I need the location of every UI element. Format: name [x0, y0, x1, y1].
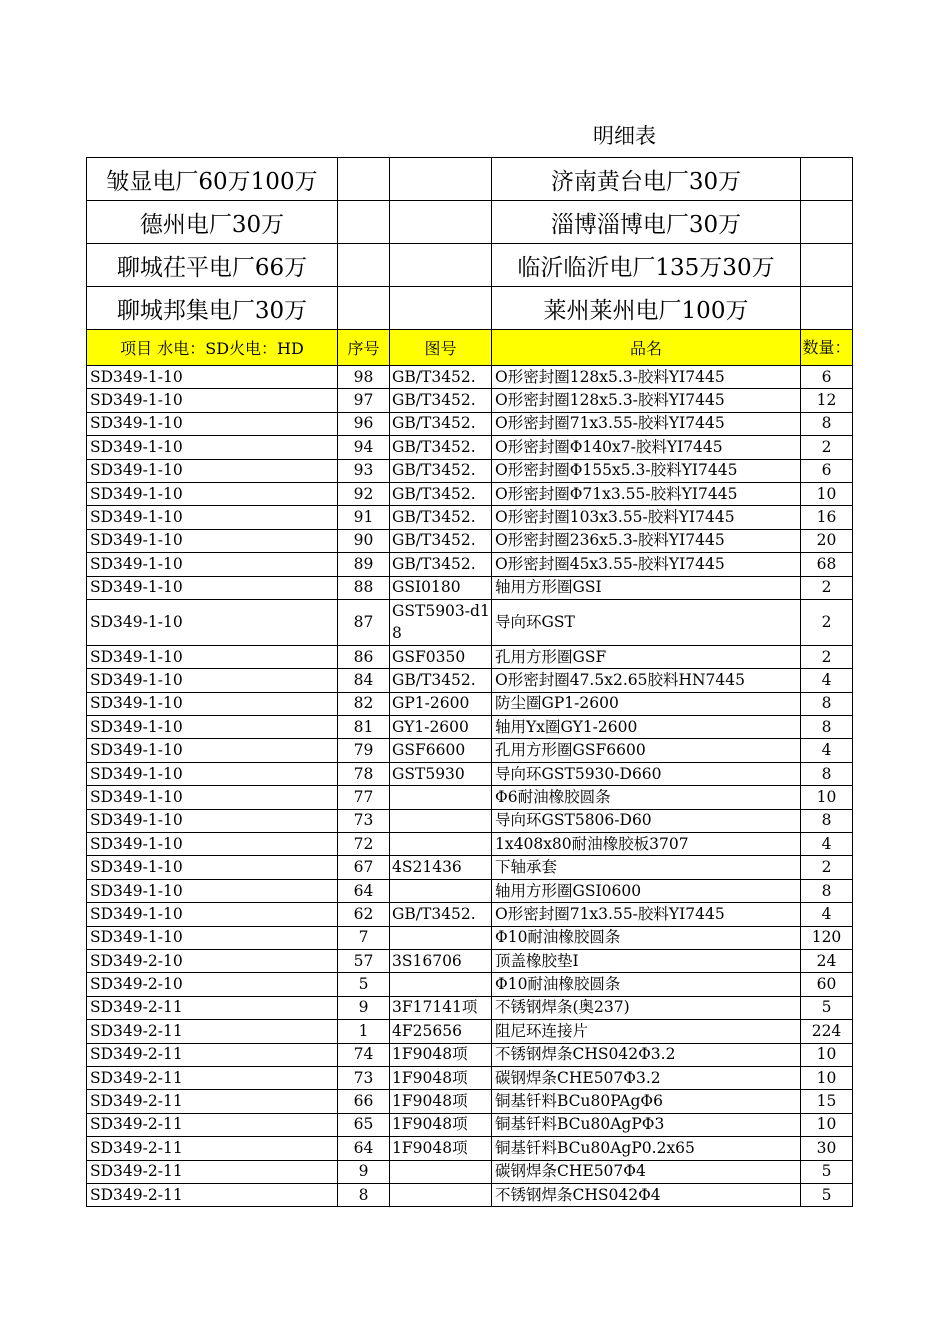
cell-project[interactable]: SD349-2-11 [87, 1066, 338, 1089]
cell-project[interactable]: SD349-2-11 [87, 1160, 338, 1183]
cell-name[interactable]: Φ10耐油橡胶圆条 [492, 973, 801, 996]
cell-seq[interactable]: 5 [338, 973, 390, 996]
cell-project[interactable]: SD349-1-10 [87, 762, 338, 785]
cell-qty[interactable]: 4 [801, 833, 853, 856]
cell-name[interactable]: 孔用方形圈GSF6600 [492, 739, 801, 762]
cell-qty[interactable]: 224 [801, 1020, 853, 1043]
cell-seq[interactable]: 91 [338, 506, 390, 529]
cell-drawing[interactable]: GB/T3452. [390, 459, 492, 482]
cell-project[interactable]: SD349-1-10 [87, 645, 338, 668]
cell-qty[interactable]: 10 [801, 1066, 853, 1089]
table-row [87, 716, 853, 739]
cell-seq[interactable]: 77 [338, 786, 390, 809]
cell-seq[interactable]: 82 [338, 692, 390, 715]
cell-drawing[interactable]: 3S16706 [390, 949, 492, 972]
table-row [87, 786, 853, 809]
cell-qty[interactable]: 10 [801, 1043, 853, 1066]
cell-qty[interactable]: 8 [801, 692, 853, 715]
column-header-row [87, 330, 853, 366]
empty-cell[interactable] [801, 244, 853, 287]
header-drawing[interactable]: 图号 [390, 330, 492, 366]
cell-project[interactable]: SD349-1-10 [87, 412, 338, 435]
empty-cell[interactable] [338, 244, 390, 287]
cell-project[interactable]: SD349-1-10 [87, 716, 338, 739]
cell-qty[interactable]: 2 [801, 576, 853, 599]
cell-name[interactable]: 1x408x80耐油橡胶板3707 [492, 833, 801, 856]
table-row [87, 506, 853, 529]
table-row [87, 1020, 853, 1043]
table-row [87, 1090, 853, 1113]
cell-seq[interactable]: 73 [338, 809, 390, 832]
cell-name[interactable]: 导向环GST [492, 599, 801, 645]
table-row [87, 1066, 853, 1089]
cell-qty[interactable]: 68 [801, 553, 853, 576]
cell-qty[interactable]: 2 [801, 856, 853, 879]
table-row [87, 926, 853, 949]
cell-qty[interactable]: 4 [801, 903, 853, 926]
table-row [87, 973, 853, 996]
cell-seq[interactable]: 93 [338, 459, 390, 482]
plant-name-cell[interactable]: 皱显电厂60万100万 [87, 158, 338, 201]
page-title: 明细表 [593, 124, 656, 148]
empty-cell[interactable] [338, 201, 390, 244]
cell-drawing[interactable]: 4S21436 [390, 856, 492, 879]
cell-name[interactable]: O形密封圈Φ155x5.3-胶料YI7445 [492, 459, 801, 482]
cell-project[interactable]: SD349-1-10 [87, 506, 338, 529]
cell-name[interactable]: Φ10耐油橡胶圆条 [492, 926, 801, 949]
cell-name[interactable]: 导向环GST5806-D60 [492, 809, 801, 832]
cell-project[interactable]: SD349-1-10 [87, 739, 338, 762]
cell-drawing[interactable]: GB/T3452. [390, 412, 492, 435]
cell-qty[interactable]: 8 [801, 809, 853, 832]
cell-qty[interactable]: 16 [801, 506, 853, 529]
cell-seq[interactable]: 81 [338, 716, 390, 739]
table-row [87, 436, 853, 459]
cell-seq[interactable]: 98 [338, 366, 390, 389]
cell-qty[interactable]: 6 [801, 366, 853, 389]
cell-seq[interactable]: 89 [338, 553, 390, 576]
cell-name[interactable]: 轴用方形圈GSI0600 [492, 879, 801, 902]
cell-project[interactable]: SD349-1-10 [87, 599, 338, 645]
table-row [87, 833, 853, 856]
cell-drawing[interactable] [390, 879, 492, 902]
cell-name[interactable]: O形密封圈Φ71x3.55-胶料YI7445 [492, 482, 801, 505]
table-row [87, 482, 853, 505]
cell-seq[interactable]: 73 [338, 1066, 390, 1089]
cell-qty[interactable]: 2 [801, 599, 853, 645]
cell-drawing[interactable]: 1F9048项 [390, 1043, 492, 1066]
cell-drawing[interactable]: 3F17141项 [390, 996, 492, 1019]
cell-name[interactable]: 碳钢焊条CHE507Φ3.2 [492, 1066, 801, 1089]
table-row [87, 1043, 853, 1066]
cell-drawing[interactable]: GSF6600 [390, 739, 492, 762]
cell-project[interactable]: SD349-1-10 [87, 366, 338, 389]
cell-project[interactable]: SD349-1-10 [87, 926, 338, 949]
cell-project[interactable]: SD349-1-10 [87, 692, 338, 715]
cell-project[interactable]: SD349-2-10 [87, 949, 338, 972]
cell-project[interactable]: SD349-1-10 [87, 389, 338, 412]
cell-name[interactable]: 阻尼环连接片 [492, 1020, 801, 1043]
cell-qty[interactable]: 8 [801, 879, 853, 902]
cell-seq[interactable]: 88 [338, 576, 390, 599]
table-row [87, 949, 853, 972]
cell-project[interactable]: SD349-1-10 [87, 553, 338, 576]
cell-drawing[interactable]: GB/T3452. [390, 903, 492, 926]
cell-qty[interactable]: 120 [801, 926, 853, 949]
cell-seq[interactable]: 96 [338, 412, 390, 435]
cell-drawing[interactable]: 1F9048项 [390, 1090, 492, 1113]
cell-seq[interactable]: 65 [338, 1113, 390, 1136]
cell-project[interactable]: SD349-2-10 [87, 973, 338, 996]
cell-name[interactable]: 导向环GST5930-D660 [492, 762, 801, 785]
table-row [87, 1113, 853, 1136]
cell-project[interactable]: SD349-2-11 [87, 1090, 338, 1113]
table-row [87, 669, 853, 692]
cell-project[interactable]: SD349-1-10 [87, 856, 338, 879]
cell-name[interactable]: O形密封圈128x5.3-胶料YI7445 [492, 366, 801, 389]
cell-qty[interactable]: 5 [801, 1183, 853, 1206]
cell-drawing[interactable]: GST5903-d18 [390, 599, 492, 645]
cell-seq[interactable]: 86 [338, 645, 390, 668]
cell-qty[interactable]: 6 [801, 459, 853, 482]
cell-drawing[interactable]: GB/T3452. [390, 436, 492, 459]
cell-project[interactable]: SD349-1-10 [87, 576, 338, 599]
header-project[interactable]: 项目 水电：SD火电：HD [87, 330, 338, 366]
cell-name[interactable]: 不锈钢焊条CHS042Φ3.2 [492, 1043, 801, 1066]
cell-qty[interactable]: 60 [801, 973, 853, 996]
empty-cell[interactable] [801, 201, 853, 244]
empty-cell[interactable] [390, 201, 492, 244]
cell-project[interactable]: SD349-1-10 [87, 833, 338, 856]
table-row [87, 529, 853, 552]
plant-name-cell[interactable]: 德州电厂30万 [87, 201, 338, 244]
cell-drawing[interactable]: 1F9048项 [390, 1066, 492, 1089]
cell-drawing[interactable]: GB/T3452. [390, 389, 492, 412]
table-row [87, 599, 853, 645]
table-row [87, 692, 853, 715]
cell-qty[interactable]: 20 [801, 529, 853, 552]
cell-qty[interactable]: 4 [801, 669, 853, 692]
cell-drawing[interactable]: 1F9048项 [390, 1113, 492, 1136]
cell-name[interactable]: 铜基钎料BCu80PAgΦ6 [492, 1090, 801, 1113]
cell-seq[interactable]: 79 [338, 739, 390, 762]
cell-drawing[interactable] [390, 1160, 492, 1183]
cell-qty[interactable]: 15 [801, 1090, 853, 1113]
cell-seq[interactable]: 94 [338, 436, 390, 459]
empty-cell[interactable] [338, 158, 390, 201]
cell-qty[interactable]: 8 [801, 412, 853, 435]
cell-name[interactable]: 顶盖橡胶垫I [492, 949, 801, 972]
detail-table [86, 157, 853, 1207]
table-row [87, 1183, 853, 1206]
cell-drawing[interactable]: GP1-2600 [390, 692, 492, 715]
table-row [87, 1160, 853, 1183]
table-row [87, 459, 853, 482]
cell-name[interactable]: O形密封圈103x3.55-胶料YI7445 [492, 506, 801, 529]
cell-seq[interactable]: 72 [338, 833, 390, 856]
cell-seq[interactable]: 84 [338, 669, 390, 692]
header-seq[interactable]: 序号 [338, 330, 390, 366]
cell-project[interactable]: SD349-2-11 [87, 1113, 338, 1136]
cell-project[interactable]: SD349-1-10 [87, 529, 338, 552]
cell-seq[interactable]: 8 [338, 1183, 390, 1206]
table-row [87, 576, 853, 599]
cell-seq[interactable]: 9 [338, 996, 390, 1019]
cell-qty[interactable]: 5 [801, 996, 853, 1019]
table-row [87, 739, 853, 762]
table-row [87, 412, 853, 435]
cell-drawing[interactable]: GB/T3452. [390, 669, 492, 692]
cell-name[interactable]: 铜基钎料BCu80AgPΦ3 [492, 1113, 801, 1136]
plant-row [87, 201, 853, 244]
empty-cell[interactable] [801, 158, 853, 201]
table-row [87, 856, 853, 879]
cell-qty[interactable]: 30 [801, 1137, 853, 1160]
cell-qty[interactable]: 12 [801, 389, 853, 412]
empty-cell[interactable] [390, 158, 492, 201]
cell-name[interactable]: 不锈钢焊条(奥237) [492, 996, 801, 1019]
cell-name[interactable]: O形密封圈Φ140x7-胶料YI7445 [492, 436, 801, 459]
cell-project[interactable]: SD349-1-10 [87, 786, 338, 809]
table-row [87, 996, 853, 1019]
cell-project[interactable]: SD349-1-10 [87, 482, 338, 505]
cell-seq[interactable]: 64 [338, 879, 390, 902]
table-row [87, 879, 853, 902]
table-row [87, 762, 853, 785]
cell-project[interactable]: SD349-2-11 [87, 1020, 338, 1043]
cell-drawing[interactable] [390, 833, 492, 856]
cell-project[interactable]: SD349-1-10 [87, 903, 338, 926]
cell-drawing[interactable]: GB/T3452. [390, 482, 492, 505]
cell-drawing[interactable]: GB/T3452. [390, 366, 492, 389]
cell-drawing[interactable]: GST5930 [390, 762, 492, 785]
plant-row [87, 287, 853, 330]
table-row [87, 366, 853, 389]
cell-qty[interactable]: 4 [801, 739, 853, 762]
cell-drawing[interactable]: GSI0180 [390, 576, 492, 599]
cell-drawing[interactable]: GSF0350 [390, 645, 492, 668]
table-row [87, 645, 853, 668]
cell-qty[interactable]: 10 [801, 482, 853, 505]
cell-qty[interactable]: 2 [801, 645, 853, 668]
cell-drawing[interactable]: GY1-2600 [390, 716, 492, 739]
cell-project[interactable]: SD349-1-10 [87, 436, 338, 459]
cell-project[interactable]: SD349-1-10 [87, 879, 338, 902]
cell-project[interactable]: SD349-1-10 [87, 669, 338, 692]
cell-name[interactable]: O形密封圈236x5.3-胶料YI7445 [492, 529, 801, 552]
empty-cell[interactable] [390, 244, 492, 287]
cell-seq[interactable]: 92 [338, 482, 390, 505]
cell-qty[interactable]: 10 [801, 1113, 853, 1136]
empty-cell[interactable] [801, 287, 853, 330]
cell-name[interactable]: O形密封圈45x3.55-胶料YI7445 [492, 553, 801, 576]
plant-name-cell[interactable]: 济南黄台电厂30万 [492, 158, 801, 201]
cell-drawing[interactable]: GB/T3452. [390, 553, 492, 576]
plant-name-cell[interactable]: 淄博淄博电厂30万 [492, 201, 801, 244]
cell-seq[interactable]: 97 [338, 389, 390, 412]
plant-name-cell[interactable]: 聊城邦集电厂30万 [87, 287, 338, 330]
cell-name[interactable]: 轴用Yx圈GY1-2600 [492, 716, 801, 739]
header-qty[interactable]: 数量： [801, 330, 853, 366]
cell-name[interactable]: 铜基钎料BCu80AgP0.2x65 [492, 1137, 801, 1160]
cell-name[interactable]: 防尘圈GP1-2600 [492, 692, 801, 715]
cell-project[interactable]: SD349-2-11 [87, 1043, 338, 1066]
cell-name[interactable]: O形密封圈128x5.3-胶料YI7445 [492, 389, 801, 412]
cell-seq[interactable]: 9 [338, 1160, 390, 1183]
cell-project[interactable]: SD349-1-10 [87, 809, 338, 832]
cell-seq[interactable]: 7 [338, 926, 390, 949]
cell-drawing[interactable]: GB/T3452. [390, 506, 492, 529]
cell-qty[interactable]: 8 [801, 762, 853, 785]
cell-project[interactable]: SD349-2-11 [87, 1137, 338, 1160]
cell-name[interactable]: 孔用方形圈GSF [492, 645, 801, 668]
table-row [87, 389, 853, 412]
cell-seq[interactable]: 66 [338, 1090, 390, 1113]
cell-drawing[interactable] [390, 1183, 492, 1206]
empty-cell[interactable] [338, 287, 390, 330]
cell-name[interactable]: Φ6耐油橡胶圆条 [492, 786, 801, 809]
cell-seq[interactable]: 64 [338, 1137, 390, 1160]
cell-qty[interactable]: 8 [801, 716, 853, 739]
table-row [87, 903, 853, 926]
cell-seq[interactable]: 74 [338, 1043, 390, 1066]
cell-qty[interactable]: 24 [801, 949, 853, 972]
cell-seq[interactable]: 87 [338, 599, 390, 645]
cell-seq[interactable]: 1 [338, 1020, 390, 1043]
cell-seq[interactable]: 62 [338, 903, 390, 926]
cell-name[interactable]: O形密封圈71x3.55-胶料YI7445 [492, 903, 801, 926]
cell-drawing[interactable]: 4F25656 [390, 1020, 492, 1043]
table-row [87, 809, 853, 832]
cell-drawing[interactable] [390, 786, 492, 809]
cell-drawing[interactable] [390, 809, 492, 832]
plant-name-cell[interactable]: 临沂临沂电厂135万30万 [492, 244, 801, 287]
cell-drawing[interactable]: GB/T3452. [390, 529, 492, 552]
cell-project[interactable]: SD349-2-11 [87, 996, 338, 1019]
cell-project[interactable]: SD349-1-10 [87, 459, 338, 482]
cell-drawing[interactable] [390, 926, 492, 949]
cell-qty[interactable]: 2 [801, 436, 853, 459]
cell-name[interactable]: 下轴承套 [492, 856, 801, 879]
cell-name[interactable]: O形密封圈47.5x2.65胶料HN7445 [492, 669, 801, 692]
table-row [87, 1137, 853, 1160]
cell-drawing[interactable]: 1F9048项 [390, 1137, 492, 1160]
cell-name[interactable]: O形密封圈71x3.55-胶料YI7445 [492, 412, 801, 435]
plant-row [87, 244, 853, 287]
cell-name[interactable]: 不锈钢焊条CHS042Φ4 [492, 1183, 801, 1206]
cell-drawing[interactable] [390, 973, 492, 996]
empty-cell[interactable] [390, 287, 492, 330]
cell-seq[interactable]: 90 [338, 529, 390, 552]
plant-name-cell[interactable]: 莱州莱州电厂100万 [492, 287, 801, 330]
cell-project[interactable]: SD349-2-11 [87, 1183, 338, 1206]
cell-qty[interactable]: 5 [801, 1160, 853, 1183]
plant-row [87, 158, 853, 201]
cell-seq[interactable]: 78 [338, 762, 390, 785]
cell-seq[interactable]: 67 [338, 856, 390, 879]
cell-seq[interactable]: 57 [338, 949, 390, 972]
cell-qty[interactable]: 10 [801, 786, 853, 809]
header-name[interactable]: 品名 [492, 330, 801, 366]
plant-name-cell[interactable]: 聊城茌平电厂66万 [87, 244, 338, 287]
cell-name[interactable]: 碳钢焊条CHE507Φ4 [492, 1160, 801, 1183]
cell-name[interactable]: 轴用方形圈GSI [492, 576, 801, 599]
table-row [87, 553, 853, 576]
